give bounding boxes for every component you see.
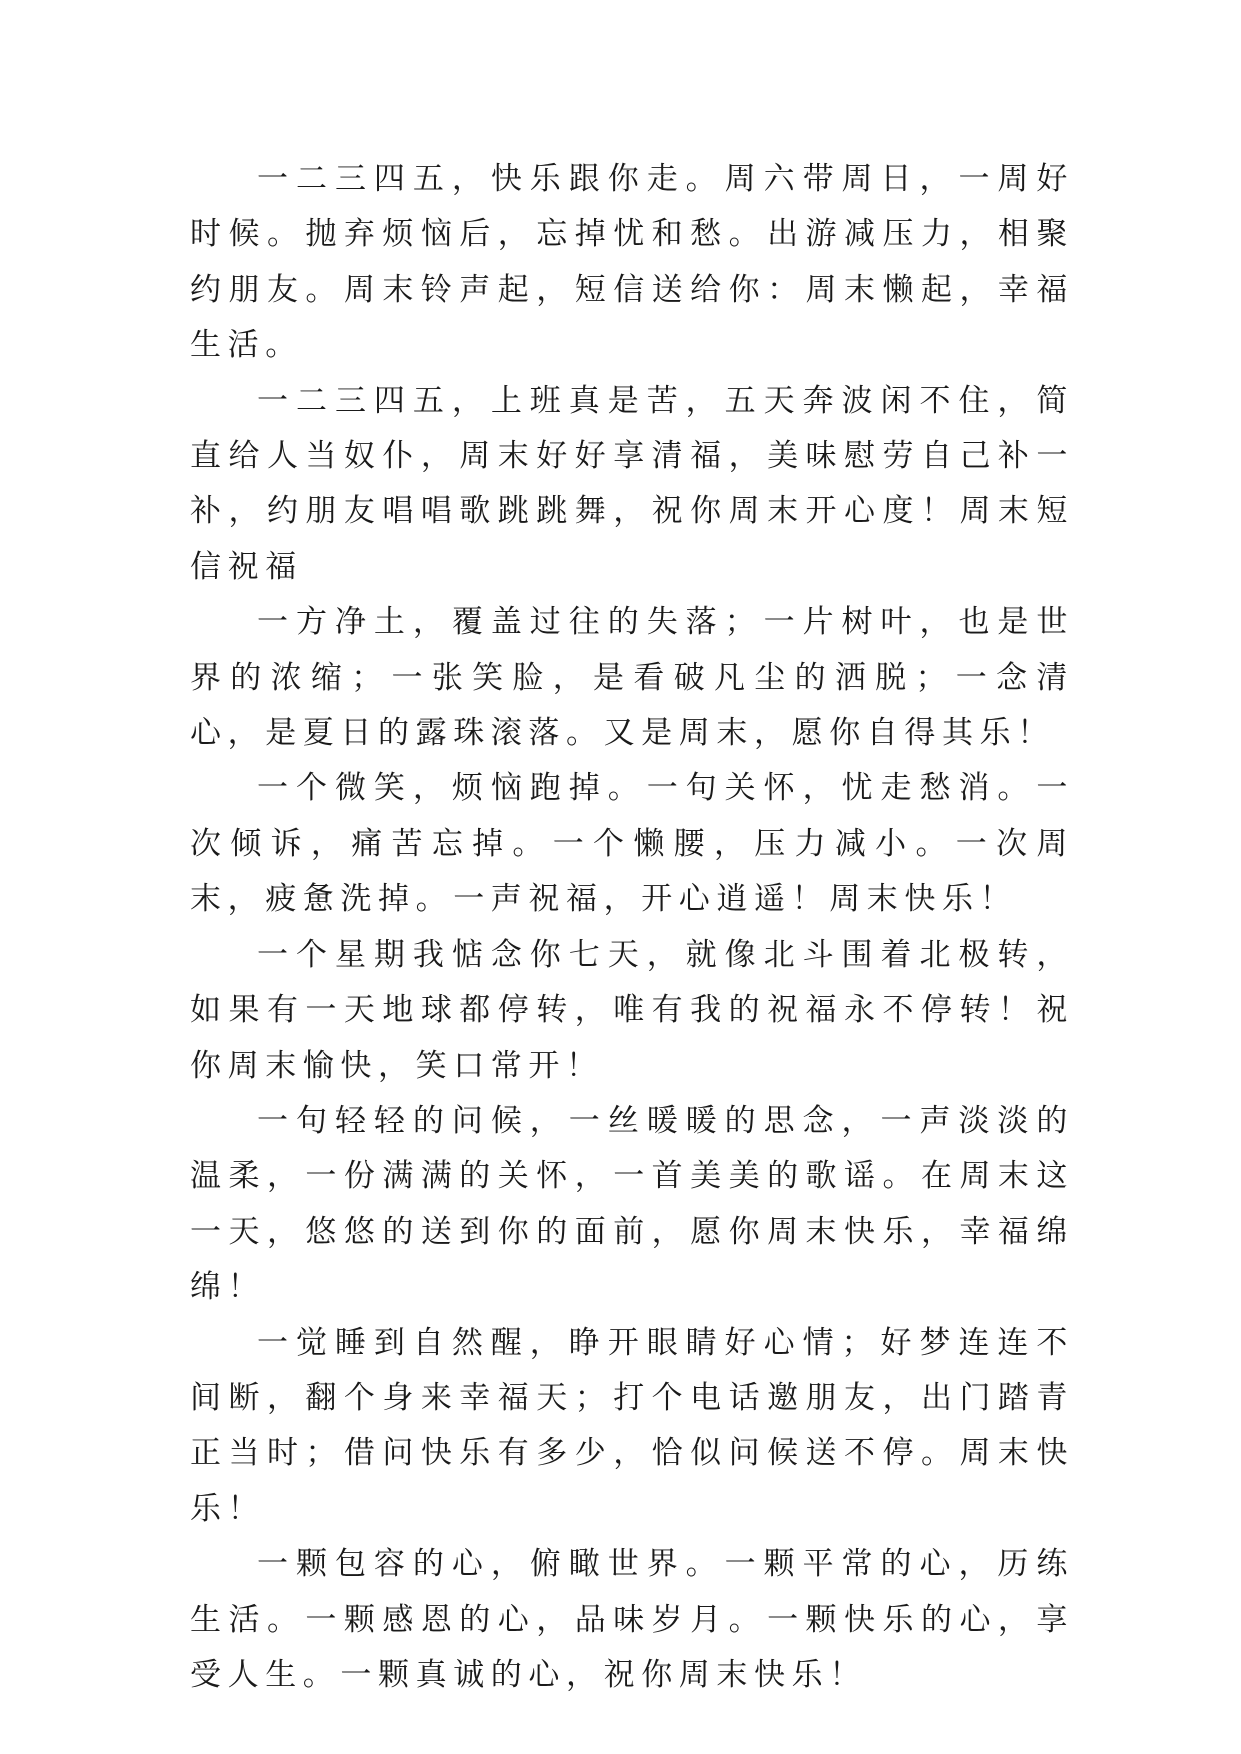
paragraph: 一个微笑，烦恼跑掉。一句关怀，忧走愁消。一次倾诉，痛苦忘掉。一个懒腰，压力减小。一次周末，疲惫洗掉。一声祝福，开心逍遥！周末快乐！ <box>190 770 1074 918</box>
paragraph: 一句轻轻的问候，一丝暖暖的思念，一声淡淡的温柔，一份满满的关怀，一首美美的歌谣。在周末这一天，悠悠的送到你的面前，愿你周末快乐，幸福绵绵！ <box>190 1102 1074 1306</box>
paragraph: 一个星期我惦念你七天，就像北斗围着北极转，如果有一天地球都停转，唯有我的祝福永不停转！祝你周末愉快，笑口常开！ <box>190 936 1074 1084</box>
paragraph: 一方净土，覆盖过往的失落；一片树叶，也是世界的浓缩；一张笑脸，是看破凡尘的洒脱；一念清心，是夏日的露珠滚落。又是周末，愿你自得其乐！ <box>190 604 1074 752</box>
paragraph: 一觉睡到自然醒，睁开眼睛好心情；好梦连连不间断，翻个身来幸福天；打个电话邀朋友，出门踏青正当时；借问快乐有多少，恰似问候送不停。周末快乐！ <box>190 1324 1074 1527</box>
document-body <box>190 152 1074 1703</box>
paragraph: 一二三四五，快乐跟你走。周六带周日，一周好时候。抛弃烦恼后，忘掉忧和愁。出游减压力，相聚约朋友。周末铃声起，短信送给你：周末懒起，幸福生活。 <box>190 161 1074 364</box>
paragraph: 一二三四五，上班真是苦，五天奔波闲不住，简直给人当奴仆，周末好好享清福，美味慰劳自己补一补，约朋友唱唱歌跳跳舞，祝你周末开心度！周末短信祝福 <box>190 382 1074 585</box>
paragraph: 一颗包容的心，俯瞰世界。一颗平常的心，历练生活。一颗感恩的心，品味岁月。一颗快乐的心，享受人生。一颗真诚的心，祝你周末快乐！ <box>190 1546 1074 1693</box>
